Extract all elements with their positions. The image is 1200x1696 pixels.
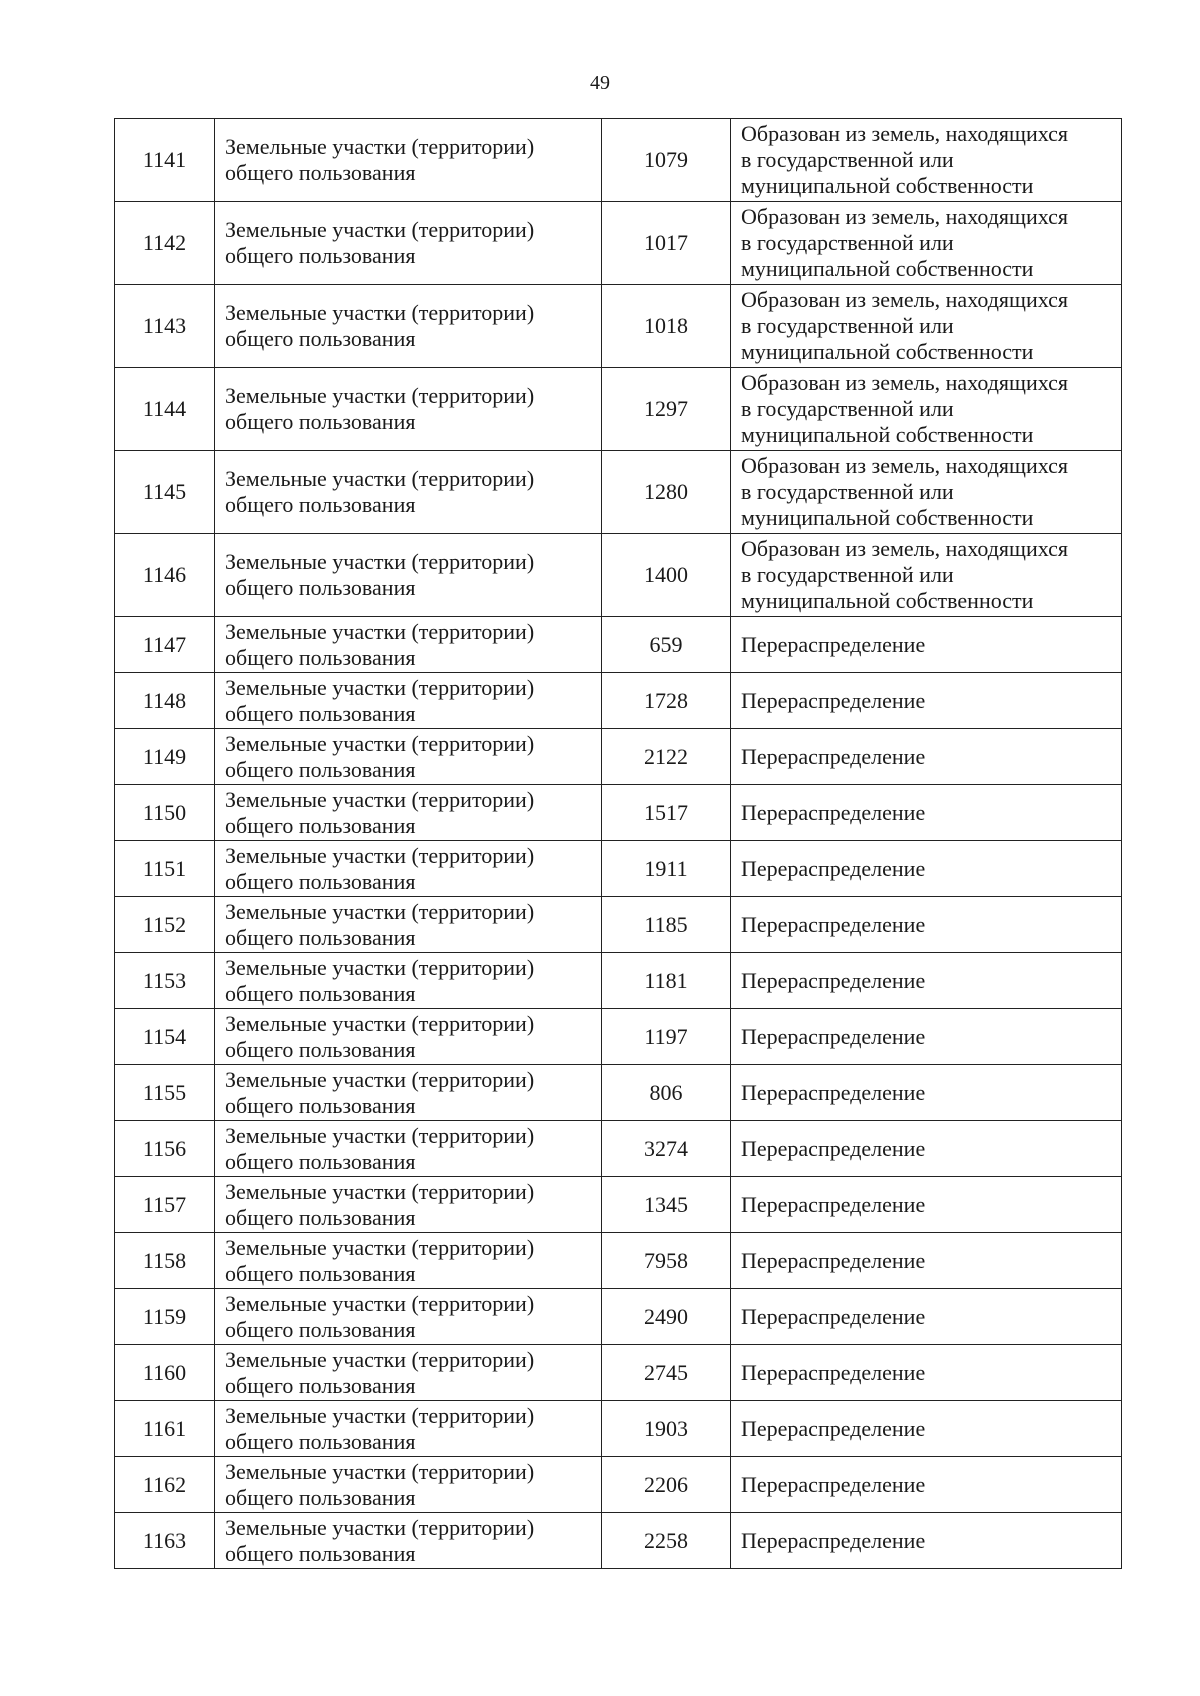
plot-area: 1017 [644,230,688,255]
plot-type-cell [215,841,602,897]
plot-area: 1400 [644,562,688,587]
plot-number: 1149 [142,743,187,769]
plot-area: 1185 [644,911,688,937]
plot-note: Образован из земель, находящихся в государственной или муниципальной собственности [741,536,1069,613]
plot-area: 806 [649,1079,683,1105]
plot-note: Перераспределение [741,1247,926,1273]
plot-note-cell [731,897,1122,953]
plot-area-cell [602,841,731,897]
table-row [115,1289,1122,1345]
plot-note: Перераспределение [741,1023,926,1049]
plot-type: Земельные участки (территории) общего пользования [225,1122,535,1174]
plot-number: 1156 [142,1135,187,1161]
plot-type-cell [215,119,602,202]
plot-type: Земельные участки (территории) общего пользования [225,842,535,894]
plot-type: Земельные участки (территории) общего пользования [225,217,535,268]
plot-note: Перераспределение [741,855,926,881]
plot-note-cell [731,1457,1122,1513]
plot-type-cell [215,1289,602,1345]
table-row [115,451,1122,534]
plot-number: 1155 [142,1079,187,1105]
plot-area-cell [602,1289,731,1345]
table-row [115,1065,1122,1121]
plot-number: 1152 [142,911,187,937]
plot-number-cell [115,729,215,785]
table-body [115,119,1122,1569]
plot-note-cell [731,1121,1122,1177]
plot-note: Перераспределение [741,1471,926,1497]
plot-area-cell [602,1513,731,1569]
plot-number-cell [115,1009,215,1065]
plot-type-cell [215,897,602,953]
plot-number-cell [115,1457,215,1513]
plot-area: 1345 [644,1191,688,1217]
plot-number: 1143 [142,313,187,338]
plot-number: 1141 [142,147,187,172]
plot-number: 1153 [142,967,187,993]
plot-number-cell [115,1401,215,1457]
table-row [115,1345,1122,1401]
plot-area-cell [602,729,731,785]
plot-note: Перераспределение [741,799,926,825]
plot-type: Земельные участки (территории) общего пользования [225,1178,535,1230]
plot-area-cell [602,1457,731,1513]
plot-note: Перераспределение [741,631,926,657]
plot-note-cell [731,202,1122,285]
plot-area-cell [602,953,731,1009]
table-row [115,1233,1122,1289]
plot-area: 2122 [644,743,688,769]
plot-type-cell [215,1121,602,1177]
plot-area: 1018 [644,313,688,338]
plot-area-cell [602,1065,731,1121]
plot-note-cell [731,841,1122,897]
plot-number-cell [115,368,215,451]
plot-type: Земельные участки (территории) общего пользования [225,134,535,185]
plot-type-cell [215,729,602,785]
plot-note: Перераспределение [741,1135,926,1161]
plot-area: 2745 [644,1359,688,1385]
plot-type-cell [215,1009,602,1065]
plot-note: Перераспределение [741,1303,926,1329]
plot-note-cell [731,617,1122,673]
table-row [115,1121,1122,1177]
plot-type: Земельные участки (территории) общего пользования [225,300,535,351]
plot-note-cell [731,785,1122,841]
plot-number-cell [115,202,215,285]
plot-note-cell [731,1233,1122,1289]
plot-number: 1157 [142,1191,187,1217]
plot-area-cell [602,1009,731,1065]
plot-number-cell [115,1513,215,1569]
plot-note-cell [731,729,1122,785]
plot-area-cell [602,1121,731,1177]
plot-number-cell [115,953,215,1009]
plot-area: 7958 [644,1247,688,1273]
table-row [115,202,1122,285]
plot-type-cell [215,451,602,534]
plot-number: 1145 [142,479,187,504]
plot-area: 1728 [644,687,688,713]
plot-type: Земельные участки (территории) общего пользования [225,466,535,517]
plot-type-cell [215,1345,602,1401]
plot-number-cell [115,1289,215,1345]
plot-type: Земельные участки (территории) общего пользования [225,1514,535,1566]
table-row [115,119,1122,202]
plot-type-cell [215,368,602,451]
plot-note: Образован из земель, находящихся в государственной или муниципальной собственности [741,121,1069,198]
plot-note: Образован из земель, находящихся в государственной или муниципальной собственности [741,204,1069,281]
plot-note: Перераспределение [741,687,926,713]
plot-type: Земельные участки (территории) общего пользования [225,1402,535,1454]
table-row [115,673,1122,729]
table-row [115,897,1122,953]
plot-type: Земельные участки (территории) общего пользования [225,674,535,726]
plot-note-cell [731,1009,1122,1065]
plot-area: 659 [649,631,683,657]
plot-number: 1147 [142,631,187,657]
plot-note: Перераспределение [741,1527,926,1553]
plot-number: 1160 [142,1359,187,1385]
plot-area-cell [602,451,731,534]
plot-area-cell [602,368,731,451]
plot-number: 1150 [142,799,187,825]
plot-number: 1163 [142,1527,187,1553]
plot-area-cell [602,1345,731,1401]
plot-type: Земельные участки (территории) общего пользования [225,549,535,600]
plot-number-cell [115,841,215,897]
plot-number: 1148 [142,687,187,713]
plot-area: 2490 [644,1303,688,1329]
plot-note-cell [731,285,1122,368]
plot-type: Земельные участки (территории) общего пользования [225,786,535,838]
plot-type: Земельные участки (территории) общего пользования [225,954,535,1006]
plot-number-cell [115,1233,215,1289]
plot-type-cell [215,1401,602,1457]
plot-number-cell [115,285,215,368]
plot-area: 2206 [644,1471,688,1497]
table-row [115,1177,1122,1233]
plot-number-cell [115,897,215,953]
plot-type: Земельные участки (территории) общего пользования [225,618,535,670]
table-row [115,1009,1122,1065]
plot-type: Земельные участки (территории) общего пользования [225,1458,535,1510]
plot-area: 1197 [644,1023,688,1049]
plot-note: Перераспределение [741,911,926,937]
plot-note-cell [731,119,1122,202]
plot-type-cell [215,673,602,729]
plot-note-cell [731,1401,1122,1457]
plot-area-cell [602,202,731,285]
plot-area-cell [602,785,731,841]
plot-type: Земельные участки (территории) общего пользования [225,1290,535,1342]
plot-area: 1517 [644,799,688,825]
plot-area: 1911 [644,855,688,881]
plot-area: 2258 [644,1527,688,1553]
plot-area-cell [602,897,731,953]
plot-number-cell [115,617,215,673]
plot-note: Перераспределение [741,1191,926,1217]
plot-note-cell [731,1513,1122,1569]
plot-type: Земельные участки (территории) общего пользования [225,898,535,950]
plot-number-cell [115,1345,215,1401]
plot-number-cell [115,785,215,841]
plot-type: Земельные участки (территории) общего пользования [225,1066,535,1118]
plot-type-cell [215,785,602,841]
plot-note-cell [731,1065,1122,1121]
table-row [115,285,1122,368]
plot-number: 1144 [142,396,187,421]
plot-note: Перераспределение [741,1415,926,1441]
plot-area-cell [602,673,731,729]
plot-number-cell [115,1121,215,1177]
plot-type: Земельные участки (территории) общего пользования [225,383,535,434]
plot-number-cell [115,119,215,202]
table-row [115,368,1122,451]
plot-note-cell [731,534,1122,617]
plot-note-cell [731,953,1122,1009]
plot-type-cell [215,1065,602,1121]
plot-type-cell [215,1513,602,1569]
plot-area: 1903 [644,1415,688,1441]
page-number: 49 [590,72,610,94]
plot-number: 1162 [142,1471,187,1497]
plot-area: 1181 [644,967,688,993]
plot-type-cell [215,1233,602,1289]
plot-note: Перераспределение [741,1079,926,1105]
plot-type-cell [215,534,602,617]
table-row [115,534,1122,617]
plot-note: Образован из земель, находящихся в государственной или муниципальной собственности [741,453,1069,530]
plot-number: 1159 [142,1303,187,1329]
plot-number: 1154 [142,1023,187,1049]
plot-area-cell [602,1233,731,1289]
table-row [115,1401,1122,1457]
plot-type-cell [215,1457,602,1513]
plot-area: 1297 [644,396,688,421]
plot-number-cell [115,451,215,534]
land-plots-table [114,118,1122,1569]
plot-area-cell [602,617,731,673]
plot-type-cell [215,617,602,673]
plot-type-cell [215,202,602,285]
plot-note: Перераспределение [741,743,926,769]
plot-type: Земельные участки (территории) общего пользования [225,1234,535,1286]
plot-note: Образован из земель, находящихся в государственной или муниципальной собственности [741,370,1069,447]
plot-note: Образован из земель, находящихся в государственной или муниципальной собственности [741,287,1069,364]
plot-number: 1158 [142,1247,187,1273]
plot-area-cell [602,285,731,368]
plot-note-cell [731,368,1122,451]
plot-number: 1161 [142,1415,187,1441]
plot-number: 1142 [142,230,187,255]
plot-number-cell [115,673,215,729]
plot-area-cell [602,1401,731,1457]
plot-note-cell [731,1345,1122,1401]
plot-type-cell [215,953,602,1009]
table-row [115,617,1122,673]
plot-type-cell [215,285,602,368]
table-row [115,841,1122,897]
plot-area: 3274 [644,1135,688,1161]
table-row [115,1513,1122,1569]
plot-area-cell [602,119,731,202]
table-row [115,953,1122,1009]
plot-number-cell [115,1065,215,1121]
plot-note: Перераспределение [741,967,926,993]
table-row [115,785,1122,841]
plot-number: 1151 [142,855,187,881]
plot-type: Земельные участки (территории) общего пользования [225,1346,535,1398]
plot-type-cell [215,1177,602,1233]
plot-type: Земельные участки (территории) общего пользования [225,730,535,782]
plot-number-cell [115,1177,215,1233]
table-row [115,729,1122,785]
plot-area: 1280 [644,479,688,504]
plot-note-cell [731,1177,1122,1233]
plot-number: 1146 [142,562,187,587]
plot-area-cell [602,1177,731,1233]
plot-note-cell [731,673,1122,729]
plot-note-cell [731,451,1122,534]
plot-area-cell [602,534,731,617]
plot-note-cell [731,1289,1122,1345]
plot-note: Перераспределение [741,1359,926,1385]
plot-type: Земельные участки (территории) общего пользования [225,1010,535,1062]
plot-number-cell [115,534,215,617]
plot-area: 1079 [644,147,688,172]
table-row [115,1457,1122,1513]
